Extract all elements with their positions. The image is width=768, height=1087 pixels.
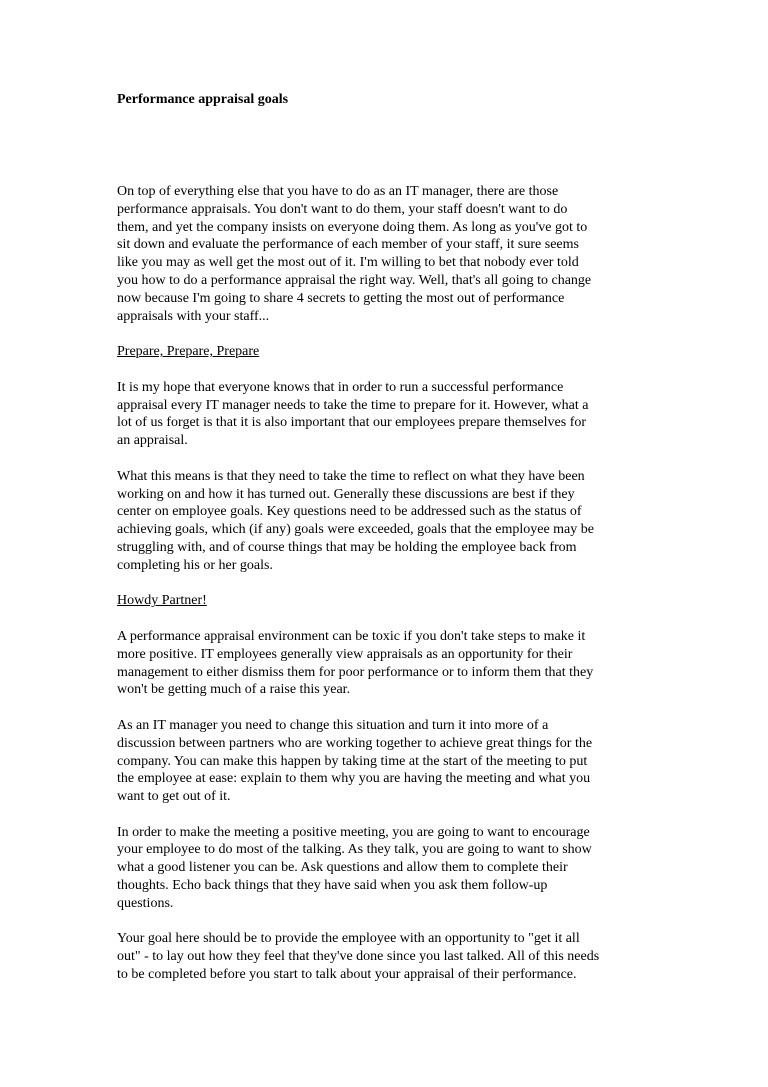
text-line: A performance appraisal environment can be toxic if you don't take steps to make it xyxy=(117,628,586,644)
paragraph xyxy=(117,824,657,913)
text-line: As an IT manager you need to change this situation and turn it into more of a xyxy=(117,717,549,733)
text-line: your employee to do most of the talking. As they talk, you are going to want to show xyxy=(117,842,592,858)
document-body xyxy=(117,183,657,1002)
text-line: you how to do a performance appraisal the right way. Well, that's all going to change xyxy=(117,272,592,288)
text-line: On top of everything else that you have to do as an IT manager, there are those xyxy=(117,184,559,199)
text-line: company. You can make this happen by taking time at the start of the meeting to put xyxy=(117,753,588,769)
text-line: sit down and evaluate the performance of each member of your staff, it sure seems xyxy=(117,237,579,253)
text-line: Howdy Partner! xyxy=(117,593,207,609)
section-heading xyxy=(117,592,657,610)
text-line: In order to make the meeting a positive meeting, you are going to want to encourage xyxy=(117,824,590,840)
text-line: performance appraisals. You don't want to do them, your staff doesn't want to do xyxy=(117,201,568,217)
text-line: out" - to lay out how they feel that they've done since you last talked. All of this needs xyxy=(117,949,600,965)
text-line: Your goal here should be to provide the employee with an opportunity to "get it all xyxy=(117,931,580,947)
text-line: appraisal every IT manager needs to take the time to prepare for it. However, what a xyxy=(117,397,589,413)
text-line: more positive. IT employees generally view appraisals as an opportunity for their xyxy=(117,646,573,662)
section-heading xyxy=(117,343,657,361)
paragraph xyxy=(117,717,657,806)
text-line: want to get out of it. xyxy=(117,789,231,805)
text-line: achieving goals, which (if any) goals were exceeded, goals that the employee may be xyxy=(117,522,594,538)
text-line: an appraisal. xyxy=(117,433,188,449)
text-line: appraisals with your staff... xyxy=(117,308,270,324)
text-line: completing his or her goals. xyxy=(117,557,273,573)
text-line: like you may as well get the most out of it. I'm willing to bet that nobody ever told xyxy=(117,255,579,271)
text-line: center on employee goals. Key questions need to be addressed such as the status of xyxy=(117,504,582,520)
text-line: to be completed before you start to talk about your appraisal of their performance. xyxy=(117,967,577,983)
text-line: It is my hope that everyone knows that in order to run a successful performance xyxy=(117,379,564,395)
text-line: What this means is that they need to take the time to reflect on what they have been xyxy=(117,468,585,484)
paragraph xyxy=(117,379,657,450)
text-line: the employee at ease: explain to them why you are having the meeting and what you xyxy=(117,771,591,787)
text-line: working on and how it has turned out. Generally these discussions are best if they xyxy=(117,486,575,502)
text-line: Prepare, Prepare, Prepare xyxy=(117,344,260,360)
paragraph xyxy=(117,628,657,699)
paragraph xyxy=(117,930,657,983)
text-line: them, and yet the company insists on everyone doing them. As long as you've got to xyxy=(117,219,588,235)
text-line: questions. xyxy=(117,895,174,911)
text-line: lot of us forget is that it is also important that our employees prepare themselves for xyxy=(117,415,587,431)
text-line: discussion between partners who are working together to achieve great things for the xyxy=(117,735,593,751)
paragraph xyxy=(117,468,657,575)
text-line: thoughts. Echo back things that they have said when you ask them follow-up xyxy=(117,878,548,894)
text-line: now because I'm going to share 4 secrets to getting the most out of performance xyxy=(117,290,565,306)
text-line: struggling with, and of course things that may be holding the employee back from xyxy=(117,539,577,555)
paragraph xyxy=(117,183,657,325)
page-title: Performance appraisal goals xyxy=(117,92,289,107)
text-line: management to either dismiss them for poor performance or to inform them that they xyxy=(117,664,594,680)
text-line: won't be getting much of a raise this year. xyxy=(117,682,351,698)
text-line: what a good listener you can be. Ask questions and allow them to complete their xyxy=(117,860,568,876)
